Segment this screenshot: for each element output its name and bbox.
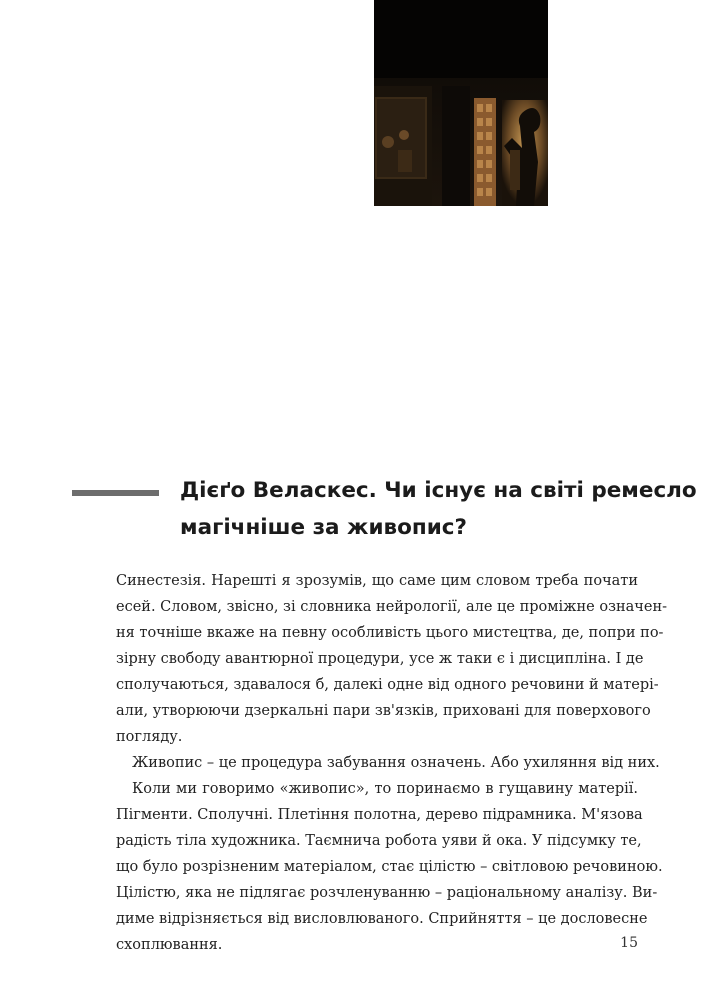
heading-rule xyxy=(72,490,159,496)
page-number: 15 xyxy=(620,935,638,951)
dark-interior-image xyxy=(374,0,548,206)
body-line: ня точніше вкаже на певну особливість цього мистецтва, де, попри по- xyxy=(116,625,664,641)
body-line: есей. Словом, звісно, зі словника нейрології, але це проміжне означен- xyxy=(116,599,668,615)
body-line: Цілістю, яка не підлягає розчленуванню – раціональному аналізу. Ви- xyxy=(116,885,658,901)
body-text xyxy=(116,568,668,958)
body-line: Синестезія. Нарешті я зрозумів, що саме цим словом треба почати xyxy=(116,573,638,589)
heading-line-1: Дієґо Веласкес. Чи існує на світі ремесло xyxy=(180,478,697,503)
chapter-heading xyxy=(180,472,697,546)
body-line: Живопис – це процедура забування означень. Або ухиляння від них. xyxy=(132,755,660,771)
body-line: диме відрізняється від висловлюваного. Сприйняття – це дословесне xyxy=(116,911,648,927)
body-line: погляду. xyxy=(116,729,183,745)
body-line: радість тіла художника. Таємнича робота уяви й ока. У підсумку те, xyxy=(116,833,642,849)
body-line: зірну свободу авантюрної процедури, усе ж таки є і дисципліна. І де xyxy=(116,651,644,667)
body-line: схоплювання. xyxy=(116,937,223,953)
body-line: али, утворюючи дзеркальні пари зв'язків, приховані для поверхового xyxy=(116,703,651,719)
painting-photo xyxy=(374,0,548,206)
body-line: сполучаються, здавалося б, далекі одне від одного речовини й матері- xyxy=(116,677,659,693)
heading-line-2: магічніше за живопис? xyxy=(180,515,468,540)
body-line: що було розрізненим матеріалом, стає цілістю – світловою речовиною. xyxy=(116,859,663,875)
body-line: Пігменти. Сполучні. Плетіння полотна, дерево підрамника. М'язова xyxy=(116,807,643,823)
body-line: Коли ми говоримо «живопис», то поринаємо в гущавину матерії. xyxy=(132,781,638,797)
